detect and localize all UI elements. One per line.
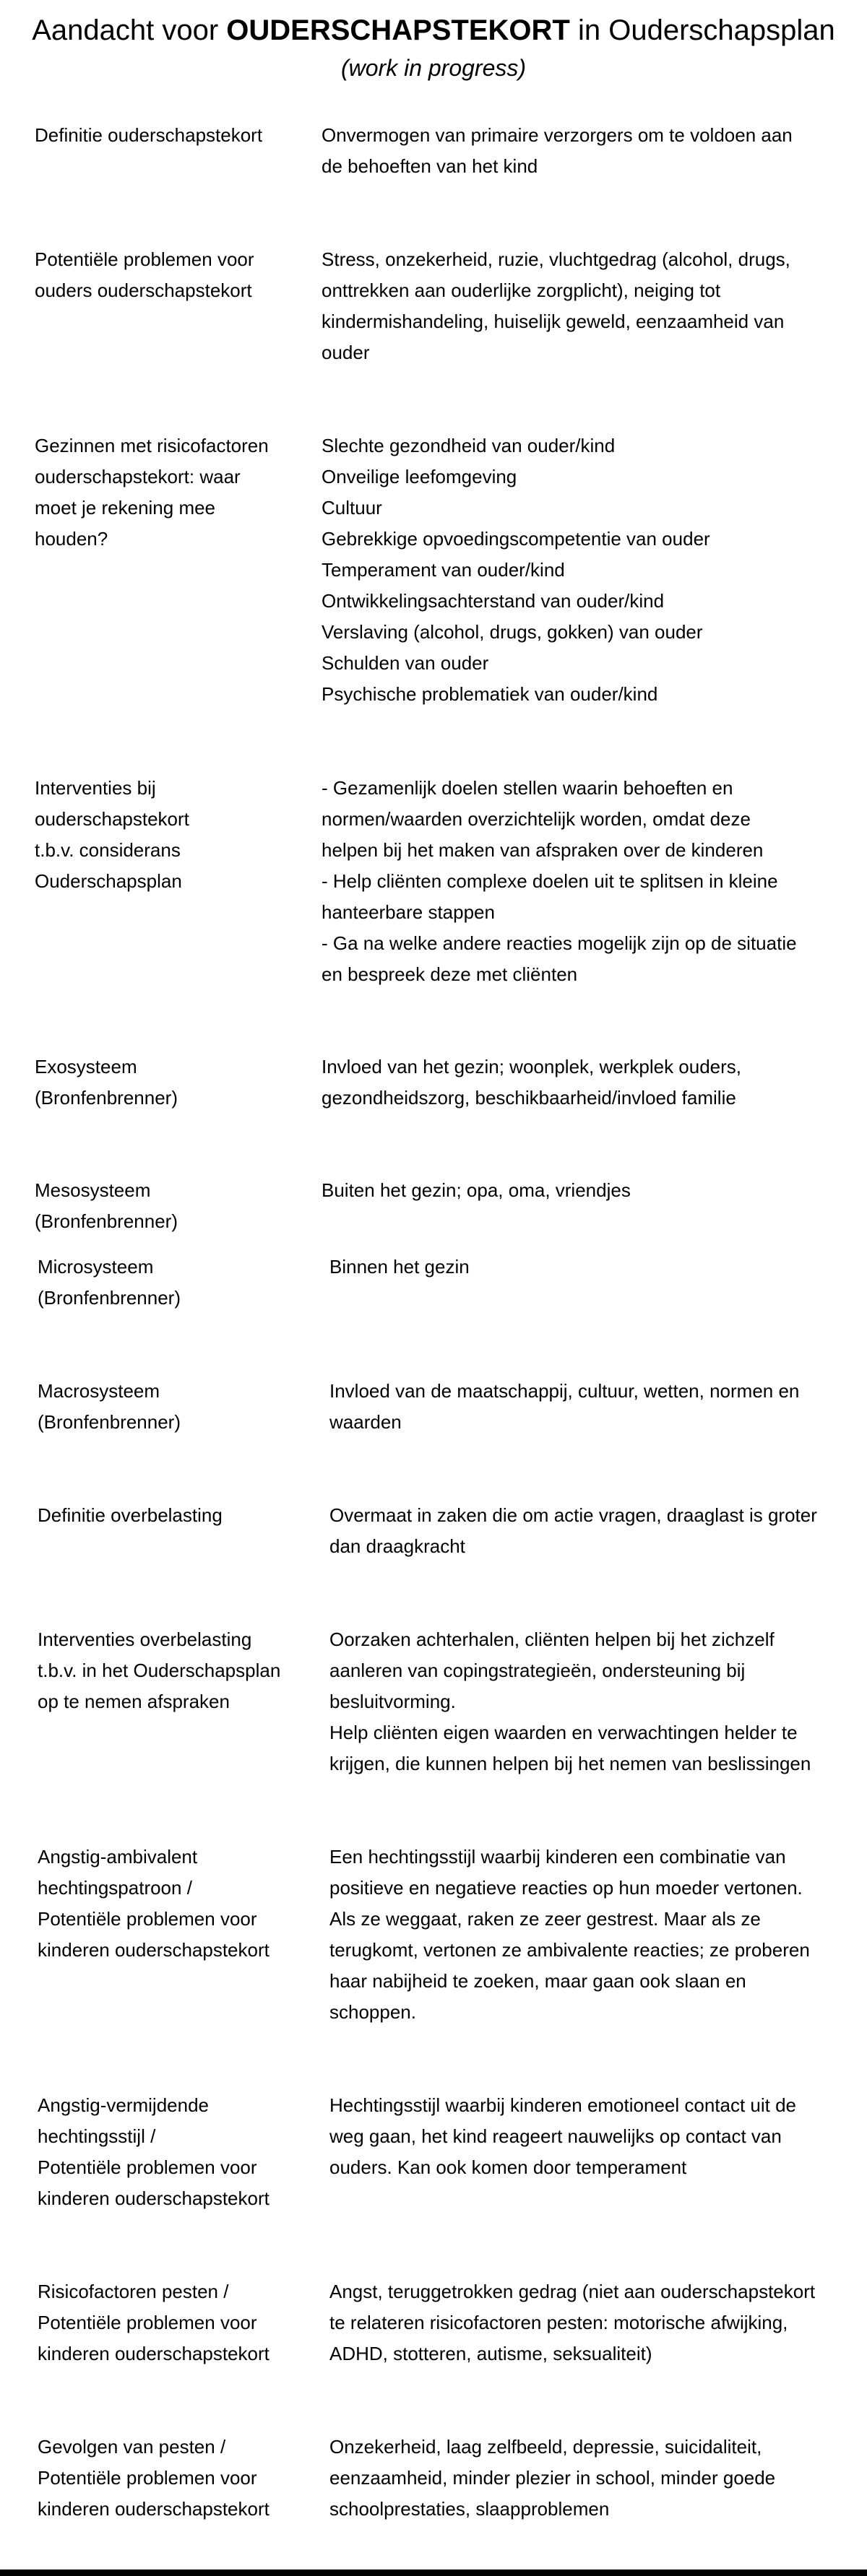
row-2-label: Potentiële problemen voor ouders ouderschapstekort [35, 248, 254, 301]
row-10-label: Interventies overbelasting t.b.v. in het Ouderschapsplan op te nemen afspraken [38, 1629, 281, 1712]
bottom-border [0, 2570, 867, 2576]
row-4-value: - Gezamenlijk doelen stellen waarin behoeften en normen/waarden overzichtelijk worden, omdat deze helpen bij het maken van afspraken over de kinderen - Help cliënten complexe doelen uit te splitsen in kleine hanteerbare stappen - Ga na welke andere reacties mogelijk zijn op de situatie en bespreek deze met cliënten [322, 777, 797, 985]
page-subtitle: (work in progress) [340, 55, 527, 81]
row-1-value: Onvermogen van primaire verzorgers om te voldoen aan de behoeften van het kind [322, 124, 793, 177]
row-13-label: Risicofactoren pesten / Potentiële problemen voor kinderen ouderschapstekort [38, 2281, 269, 2364]
row-2-value: Stress, onzekerheid, ruzie, vluchtgedrag (alcohol, drugs, onttrekken aan ouderlijke zorgplicht), neiging tot kindermishandeling, huiselijk geweld, eenzaamheid van ouder [322, 248, 790, 363]
row-6-value: Buiten het gezin; opa, oma, vriendjes [322, 1179, 631, 1201]
row-7-value: Binnen het gezin [329, 1256, 470, 1278]
row-9-label: Definitie overbelasting [38, 1504, 223, 1526]
row-3-value: Slechte gezondheid van ouder/kind Onveilige leefomgeving Cultuur Gebrekkige opvoedingscompetentie van ouder Temperament van ouder/kind Ontwikkelingsachterstand van ouder/kind Verslaving (alcohol, drugs, gokken) van ouder Schulden van ouder Psychische problematiek van ouder/kind [322, 435, 710, 705]
row-14-label: Gevolgen van pesten / Potentiële problemen voor kinderen ouderschapstekort [38, 2436, 269, 2520]
row-5-label: Exosysteem (Bronfenbrenner) [35, 1056, 178, 1109]
row-7-label: Microsysteem (Bronfenbrenner) [38, 1256, 181, 1309]
row-9-value: Overmaat in zaken die om actie vragen, draaglast is groter dan draagkracht [329, 1504, 817, 1557]
row-12-value: Hechtingsstijl waarbij kinderen emotioneel contact uit de weg gaan, het kind reageert nauwelijks op contact van ouders. Kan ook komen door temperament [329, 2094, 797, 2178]
row-8-value: Invloed van de maatschappij, cultuur, wetten, normen en waarden [329, 1380, 800, 1433]
row-10-value: Oorzaken achterhalen, cliënten helpen bij het zichzelf aanleren van copingstrategieën, ondersteuning bij besluitvorming. Help cliënten eigen waarden en verwachtingen helder te krijgen, die kunnen helpen bij het nemen van beslissingen [329, 1629, 811, 1774]
page-title [0, 13, 867, 48]
title-prefix: Aandacht voor [32, 14, 227, 46]
row-11-label: Angstig-ambivalent hechtingspatroon / Potentiële problemen voor kinderen ouderschapstekort [38, 1846, 269, 1961]
row-8-label: Macrosysteem (Bronfenbrenner) [38, 1380, 181, 1433]
row-6-label: Mesosysteem (Bronfenbrenner) [35, 1179, 178, 1232]
row-3-label: Gezinnen met risicofactoren ouderschapstekort: waar moet je rekening mee houden? [35, 435, 269, 550]
title-keyword: OUDERSCHAPSTEKORT [226, 14, 570, 46]
title-suffix: in Ouderschapsplan [569, 14, 835, 46]
row-12-label: Angstig-vermijdende hechtingsstijl / Potentiële problemen voor kinderen ouderschapstekort [38, 2094, 269, 2209]
row-1-label: Definitie ouderschapstekort [35, 124, 263, 146]
row-13-value: Angst, teruggetrokken gedrag (niet aan ouderschapstekort te relateren risicofactoren pesten: motorische afwijking, ADHD, stotteren, autisme, seksualiteit) [329, 2281, 816, 2364]
row-14-value: Onzekerheid, laag zelfbeeld, depressie, suicidaliteit, eenzaamheid, minder plezier in school, minder goede schoolprestaties, slaapproblemen [329, 2436, 776, 2520]
row-5-value: Invloed van het gezin; woonplek, werkplek ouders, gezondheidszorg, beschikbaarheid/invloed familie [322, 1056, 742, 1109]
row-4-label: Interventies bij ouderschapstekort t.b.v. considerans Ouderschapsplan [35, 777, 189, 892]
row-11-value: Een hechtingsstijl waarbij kinderen een combinatie van positieve en negatieve reacties op hun moeder vertonen. Als ze weggaat, raken ze zeer gestrest. Maar als ze terugkomt, vertonen ze ambivalente reacties; ze proberen haar nabijheid te zoeken, maar gaan ook slaan en schoppen. [329, 1846, 810, 2023]
